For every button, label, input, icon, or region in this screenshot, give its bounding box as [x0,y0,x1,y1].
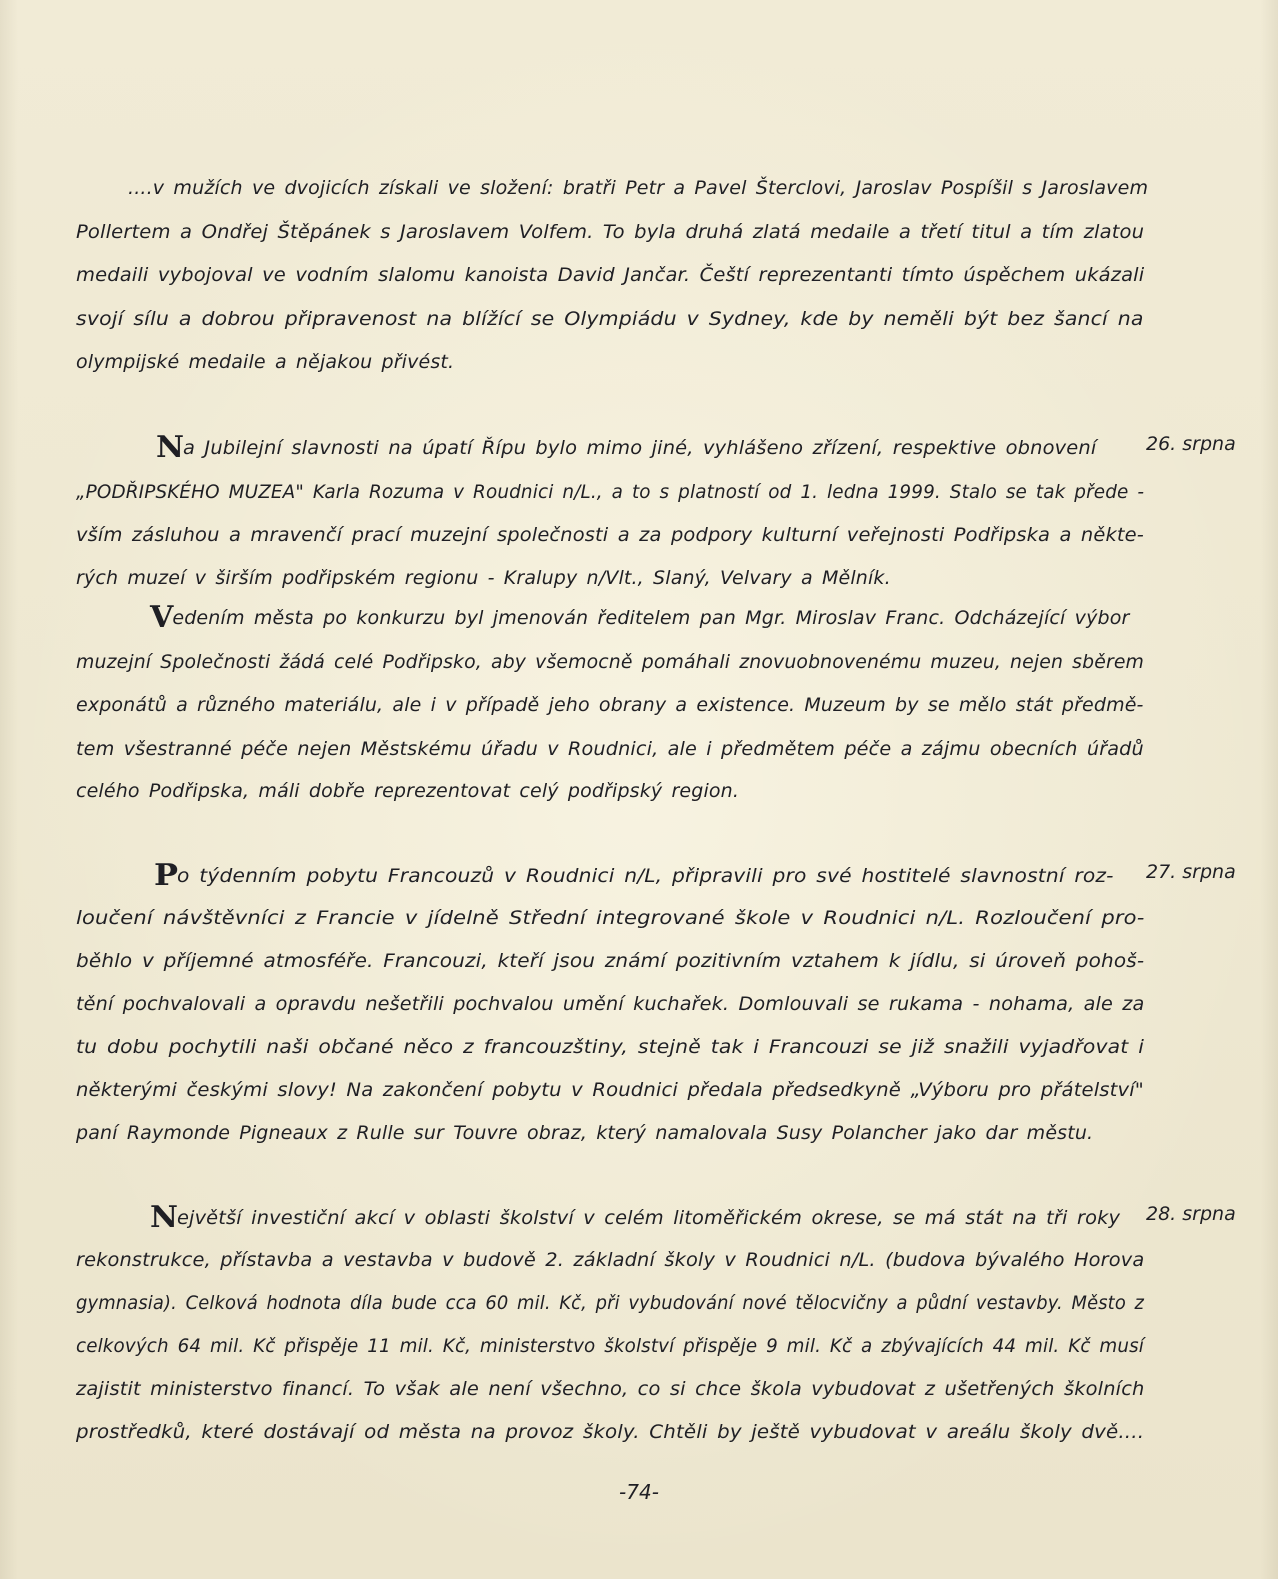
text-line: olympijské medaile a nějakou přivést. [76,351,455,373]
date-note: 27. srpna [1146,861,1236,883]
text-line: celkových 64 mil. Kč přispěje 11 mil. Kč, ministerstvo školství přispěje 9 mil. Kč a zbývajících 44 mil. Kč musí [76,1335,1144,1357]
text-line: celého Podřipska, máli dobře reprezentovat celý podřipský region. [76,780,740,802]
text-line: tu dobu pochytili naši občané něco z francouzštiny, stejně tak i Francouzi se již snažili vyjadřovat i [76,1036,1145,1058]
text-line [156,430,1097,465]
text-line: gymnasia). Celková hodnota díla bude cca 60 mil. Kč, při vybudování nové tělocvičny a půdní vestavby. Město z [76,1292,1145,1314]
initial-letter: N [156,430,183,465]
text-line: tem všestranné péče nejen Městskému úřadu v Roudnici, ale i předmětem péče a zájmu obecních úřadů [76,738,1144,760]
page-edge-right [1260,0,1278,1579]
text-line: rých muzeí v širším podřipském regionu - Kralupy n/Vlt., Slaný, Velvary a Mělník. [76,567,891,589]
text-line: exponátů a různého materiálu, ale i v případě jeho obrany a existence. Muzeum by se mělo stát předmě- [76,694,1144,716]
initial-letter: N [150,1200,177,1235]
page-edge-left [0,0,18,1579]
text-line: „PODŘIPSKÉHO MUZEA" Karla Rozuma v Roudnici n/L., a to s platností od 1. ledna 1999. Stalo se tak přede - [76,481,1145,503]
text-line: ....v mužích ve dvojicích získali ve složení: bratři Petr a Pavel Šterclovi, Jaroslav Pospíšil s Jaroslavem [128,177,1149,199]
text-line: některými českými slovy! Na zakončení pobytu v Roudnici předala předsedkyně „Výboru pro přátelství" [76,1079,1144,1101]
line-text: ejvětší investiční akcí v oblasti školství v celém litoměřickém okrese, se má stát na tři roky [176,1207,1121,1229]
date-note: 26. srpna [1146,433,1236,455]
text-line: muzejní Společnosti žádá celé Podřipsko, aby všemocně pomáhali znovuobnovenému muzeu, nejen sběrem [76,651,1145,673]
date-note: 28. srpna [1146,1203,1236,1225]
initial-letter: V [150,600,173,635]
text-line [150,600,1130,635]
text-line: paní Raymonde Pigneaux z Rulle sur Touvre obraz, který namalovala Susy Polancher jako dar městu. [76,1122,1094,1144]
text-line [154,858,1114,893]
text-line: běhlo v příjemné atmosféře. Francouzi, kteří jsou známí pozitivním vztahem k jídlu, si úroveň pohoš- [76,950,1145,972]
text-line: loučení návštěvníci z Francie v jídelně Střední integrované škole v Roudnici n/L. Rozloučení pro- [76,907,1145,929]
line-text: a Jubilejní slavnosti na úpatí Řípu bylo mimo jiné, vyhlášeno zřízení, respektive obnovení [182,437,1097,459]
initial-letter: P [154,858,177,893]
text-line: Pollertem a Ondřej Štěpánek s Jaroslavem Volfem. To byla druhá zlatá medaile a třetí titul a tím zlatou [76,221,1145,243]
line-text: o týdenním pobytu Francouzů v Roudnici n/L, připravili pro své hostitelé slavnostní roz- [176,865,1114,887]
line-text: edením města po konkurzu byl jmenován ředitelem pan Mgr. Miroslav Franc. Odcházející výbor [172,607,1130,629]
page-number: -74- [619,1480,659,1504]
text-line: rekonstrukce, přístavba a vestavba v budově 2. základní školy v Roudnici n/L. (budova bývalého Horova [76,1249,1145,1271]
text-line: medaili vybojoval ve vodním slalomu kanoista David Jančar. Čeští reprezentanti tímto úspěchem ukázali [76,264,1145,286]
text-line: zajistit ministerstvo financí. To však ale není všechno, co si chce škola vybudovat z ušetřených školních [76,1378,1145,1400]
text-line: svojí sílu a dobrou připravenost na blížící se Olympiádu v Sydney, kde by neměli být bez šancí na [76,308,1144,330]
text-line: vším zásluhou a mravenčí prací muzejní společnosti a za podpory kulturní veřejnosti Podřipska a někte- [76,524,1144,546]
text-line: prostředků, které dostávají od města na provoz školy. Chtěli by ještě vybudovat v areálu školy dvě.... [76,1421,1145,1443]
text-line [150,1200,1121,1235]
text-line: tění pochvalovali a opravdu nešetřili pochvalou umění kuchařek. Domlouvali se rukama - nohama, ale za [76,993,1145,1015]
